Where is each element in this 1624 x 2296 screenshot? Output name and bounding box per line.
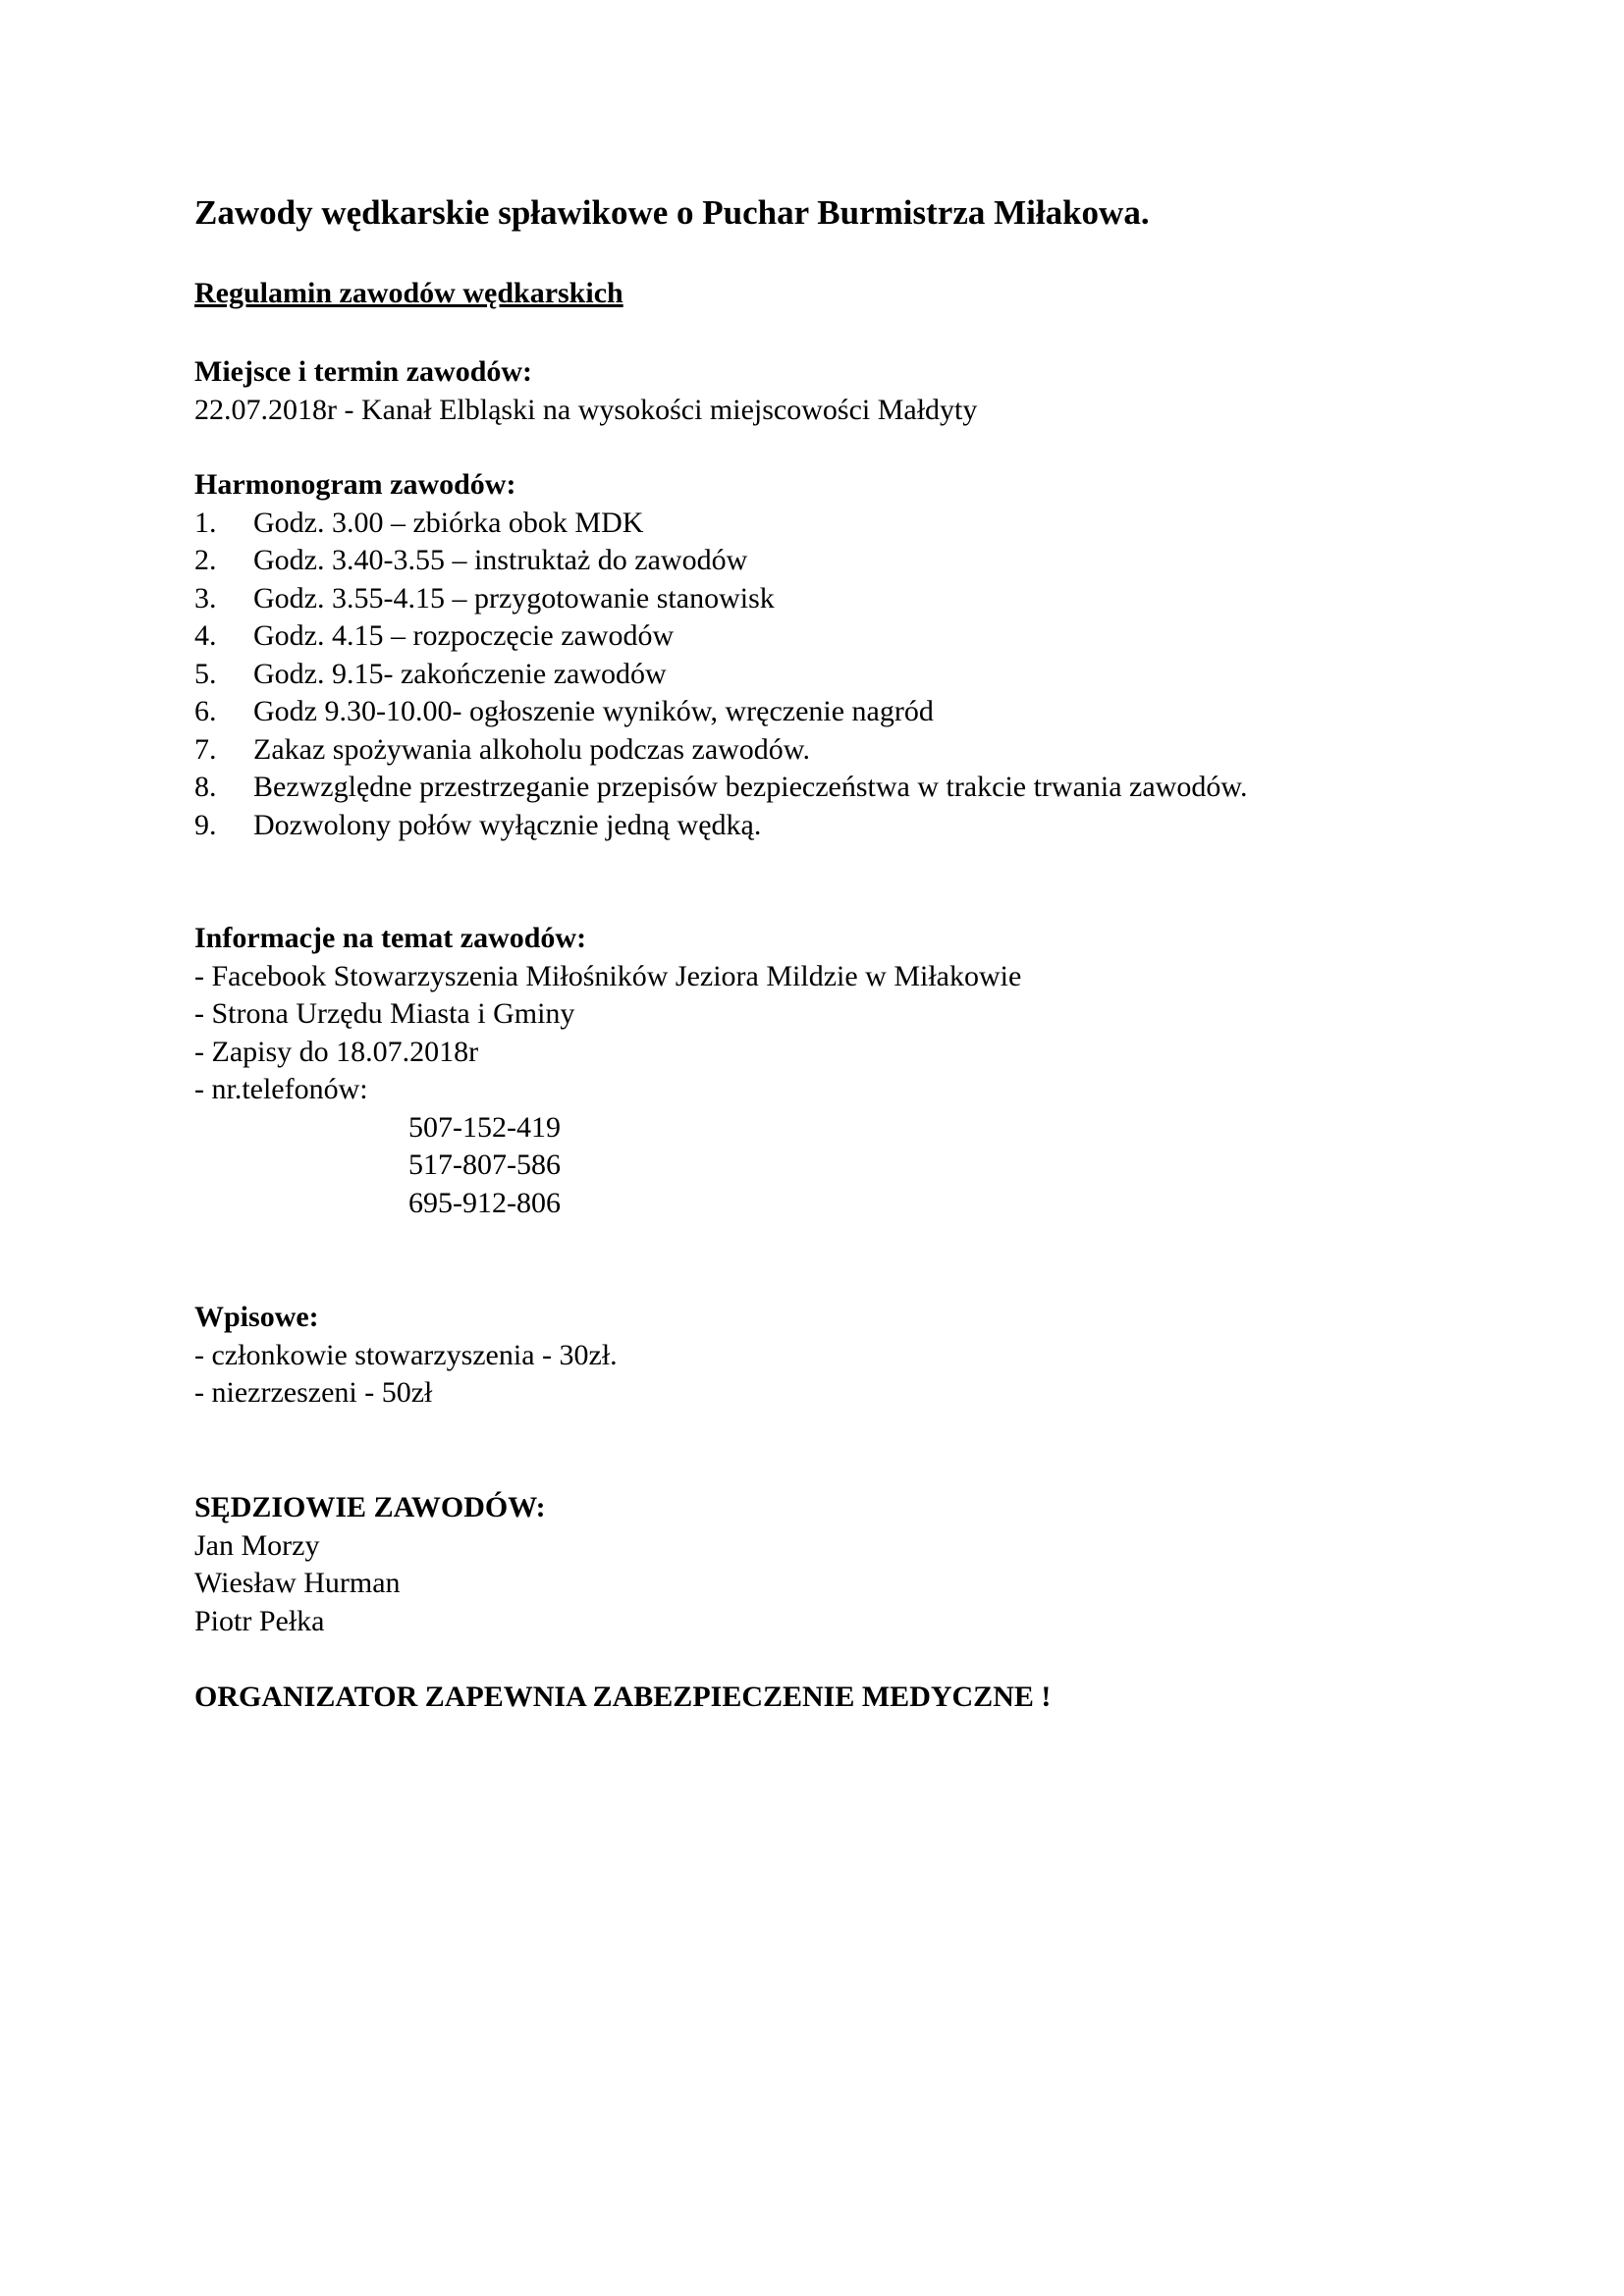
info-line: - Zapisy do 18.07.2018r [194, 1035, 479, 1068]
medical-notice: ORGANIZATOR ZAPEWNIA ZABEZPIECZENIE MEDYCZNE ! [194, 1681, 1052, 1713]
judge-name: Wiesław Hurman [194, 1567, 401, 1599]
fee-heading: Wpisowe: [194, 1301, 319, 1333]
schedule-item [194, 542, 1248, 580]
schedule-item-text: Godz. 3.40-3.55 – instruktaż do zawodów [253, 544, 748, 576]
judges-section [194, 1489, 546, 1640]
phone-number: 695-912-806 [408, 1186, 561, 1219]
schedule-item-text: Dozwolony połów wyłącznie jedną wędką. [253, 808, 762, 841]
schedule-item-number: 8. [194, 771, 217, 803]
schedule-item-text: Bezwzględne przestrzeganie przepisów bezpieczeństwa w trakcie trwania zawodów. [253, 771, 1248, 803]
schedule-item [194, 807, 1248, 845]
schedule-item [194, 505, 1248, 543]
schedule-section [194, 466, 1248, 844]
place-text: 22.07.2018r - Kanał Elbląski na wysokości miejscowości Małdyty [194, 393, 978, 426]
info-line: - nr.telefonów: [194, 1073, 368, 1105]
schedule-item-text: Godz. 9.15- zakończenie zawodów [253, 657, 667, 690]
schedule-item-number: 1. [194, 506, 217, 539]
schedule-item-text: Zakaz spożywania alkoholu podczas zawodów. [253, 732, 811, 766]
info-line: - Strona Urzędu Miasta i Gminy [194, 997, 575, 1030]
info-line: - Facebook Stowarzyszenia Miłośników Jeziora Mildzie w Miłakowie [194, 959, 1022, 992]
phone-number: 507-152-419 [408, 1110, 561, 1144]
place-heading: Miejsce i termin zawodów: [194, 355, 533, 388]
schedule-item [194, 731, 1248, 770]
schedule-item-text: Godz 9.30-10.00- ogłoszenie wyników, wręczenie nagród [253, 695, 934, 727]
schedule-item-number: 9. [194, 808, 217, 841]
schedule-item-number: 6. [194, 695, 217, 727]
fee-line: - członkowie stowarzyszenia - 30zł. [194, 1338, 618, 1371]
schedule-item-number: 4. [194, 619, 217, 652]
fee-line: - niezrzeszeni - 50zł [194, 1376, 433, 1409]
info-section [194, 920, 1021, 1222]
schedule-item-number: 3. [194, 581, 217, 614]
schedule-item [194, 580, 1248, 618]
fee-section [194, 1299, 618, 1413]
schedule-item [194, 693, 1248, 731]
schedule-item [194, 656, 1248, 694]
schedule-item-text: Godz. 3.55-4.15 – przygotowanie stanowisk [253, 581, 775, 614]
schedule-item-text: Godz. 4.15 – rozpoczęcie zawodów [253, 619, 675, 652]
phone-number: 517-807-586 [408, 1148, 561, 1181]
schedule-item [194, 617, 1248, 656]
schedule-item-number: 7. [194, 732, 217, 766]
schedule-item-number: 2. [194, 544, 217, 576]
schedule-item [194, 769, 1248, 807]
judge-name: Jan Morzy [194, 1528, 320, 1562]
judges-heading: SĘDZIOWIE ZAWODÓW: [194, 1491, 546, 1523]
document-subtitle: Regulamin zawodów wędkarskich [194, 277, 623, 309]
schedule-heading: Harmonogram zawodów: [194, 468, 516, 501]
place-section [194, 353, 977, 429]
document-title: Zawody wędkarskie spławikowe o Puchar Burmistrza Miłakowa. [194, 193, 1150, 232]
judge-name: Piotr Pełka [194, 1604, 325, 1637]
schedule-item-text: Godz. 3.00 – zbiórka obok MDK [253, 506, 644, 539]
info-heading: Informacje na temat zawodów: [194, 922, 587, 954]
schedule-item-number: 5. [194, 657, 217, 690]
